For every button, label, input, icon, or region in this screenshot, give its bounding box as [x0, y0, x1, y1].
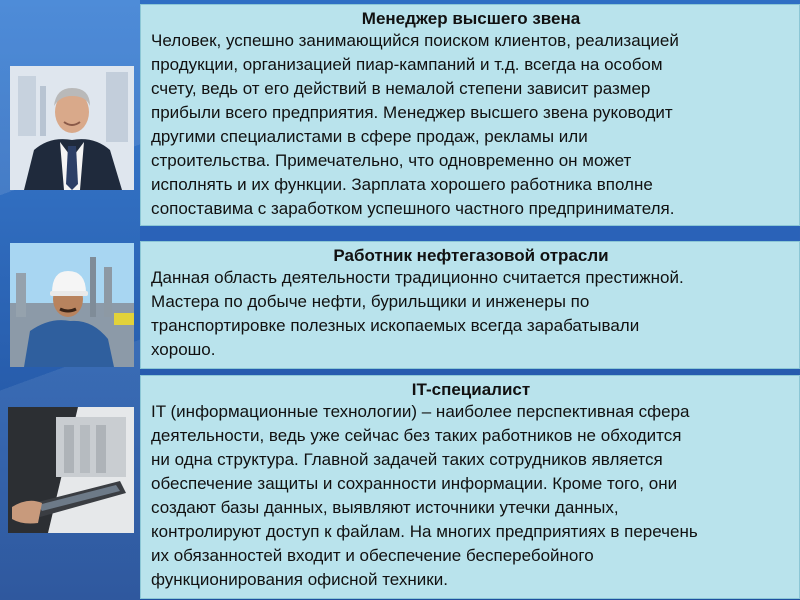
- text-line: строительства. Примечательно, что одновременно он может: [151, 151, 632, 170]
- text-line: другими специалистами в сфере продаж, рекламы или: [151, 127, 588, 146]
- text-line: IT (информационные технологии) – наиболее перспективная сфера: [151, 402, 690, 421]
- text-line: хорошо.: [151, 340, 216, 359]
- text-line: прибыли всего предприятия. Менеджер высшего звена руководит: [151, 103, 673, 122]
- text-line: Мастера по добыче нефти, бурильщики и инженеры по: [151, 292, 590, 311]
- text-line: контролируют доступ к файлам. На многих предприятиях в перечень: [151, 522, 698, 541]
- text-line: Данная область деятельности традиционно считается престижной.: [151, 268, 684, 287]
- section-title-manager: Менеджер высшего звена: [361, 9, 581, 28]
- text-line: обеспечение защиты и сохранности информации. Кроме того, они: [151, 474, 678, 493]
- text-line: функционирования офисной техники.: [151, 570, 448, 589]
- text-line: транспортировке полезных ископаемых всегда зарабатывали: [151, 316, 640, 335]
- section-text-it: [151, 400, 791, 592]
- section-title-oil-gas: Работник нефтегазовой отрасли: [333, 246, 609, 265]
- section-text-oil-gas: [151, 266, 791, 362]
- text-line: их обязанностей входит и обеспечение бесперебойного: [151, 546, 594, 565]
- text-line: создают базы данных, выявляют источники утечки данных,: [151, 498, 619, 517]
- section-card-manager: [140, 4, 800, 226]
- text-line: деятельности, ведь уже сейчас без таких работников не обходится: [151, 426, 682, 445]
- text-line: сопоставима с заработком успешного частного предпринимателя.: [151, 199, 675, 218]
- text-line: исполнять и их функции. Зарплата хорошего работника вполне: [151, 175, 653, 194]
- section-text-manager: [151, 29, 791, 221]
- section-card-it: [140, 375, 800, 599]
- text-line: продукции, организацией пиар-кампаний и т.д. всегда на особом: [151, 55, 663, 74]
- section-title-it: IT-специалист: [411, 380, 531, 399]
- oil-worker-photo: [10, 243, 134, 367]
- text-line: ни одна структура. Главной задачей таких сотрудников является: [151, 450, 663, 469]
- it-specialist-photo: [8, 407, 134, 533]
- section-card-oil-gas: [140, 241, 800, 369]
- text-line: счету, ведь от его действий в немалой степени зависит размер: [151, 79, 651, 98]
- manager-photo: [10, 66, 134, 190]
- text-line: Человек, успешно занимающийся поиском клиентов, реализацией: [151, 31, 679, 50]
